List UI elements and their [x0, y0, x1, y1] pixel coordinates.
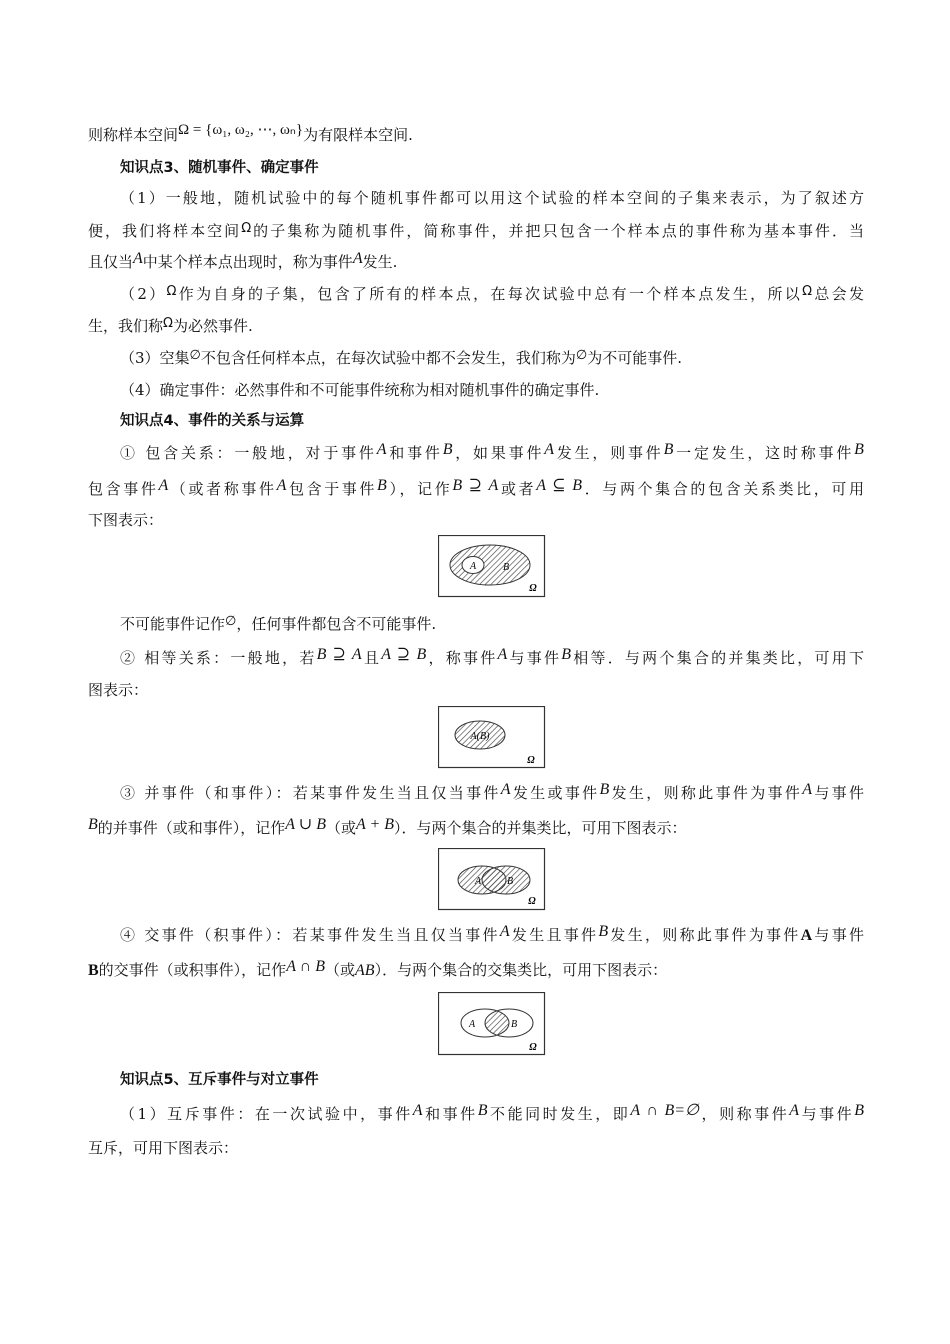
text: 则称样本空间	[88, 126, 179, 144]
text: 一定发生，这时称事件	[673, 444, 855, 462]
section-heading-3: 知识点3、随机事件、确定事件	[120, 160, 319, 176]
text: ）．与两个集合的并集类比，可用下图表示：	[394, 819, 687, 837]
omega-symbol: Ω	[802, 284, 813, 299]
math-a: A	[789, 1102, 800, 1119]
text: 的并事件（或和事件），记作	[97, 819, 286, 837]
text: 或者	[498, 480, 537, 498]
math-b: B	[88, 816, 98, 833]
union-venn-diagram	[438, 848, 546, 911]
text: 与事件	[812, 784, 864, 802]
inclusion-line-1	[120, 443, 864, 464]
text: ② 相等关系：一般地，若	[120, 649, 317, 667]
superset-formula: A ⊇ B	[381, 646, 427, 663]
venn-label-omega: Ω	[527, 755, 535, 766]
empty-set-symbol: ∅	[189, 348, 201, 363]
venn-label-omega: Ω	[529, 1042, 537, 1053]
omega-symbol: Ω	[166, 284, 177, 299]
inclusion-line-3: 下图表示：	[88, 511, 164, 529]
math-b: B	[88, 962, 99, 979]
finite-sample-space-line	[88, 122, 864, 146]
paragraph-1-line-1: （1）一般地，随机试验中的每个随机事件都可以用这个试验的样本空间的子集来表示，为了叙述方	[120, 189, 864, 207]
text: （或	[325, 819, 356, 837]
text: 发生.	[362, 253, 398, 271]
text: 发生，则事件	[554, 444, 664, 462]
text: 发生或事件	[510, 784, 600, 802]
text: ，任何事件都包含不可能事件.	[236, 615, 437, 633]
text: 发生，则称此事件为事件	[608, 926, 801, 944]
text: 中某个样本点出现时，称为事件	[142, 253, 353, 271]
paragraph-3	[120, 348, 864, 370]
math-b: B	[442, 441, 453, 458]
text: 发生且事件	[509, 926, 599, 944]
text: 总会发	[812, 285, 864, 303]
superset-formula: B ⊇ A	[452, 477, 499, 494]
empty-set-symbol: ∅	[575, 348, 588, 363]
math-a: A	[133, 250, 143, 267]
text: 与事件	[799, 1105, 855, 1123]
math-b: B	[598, 923, 609, 940]
text: 且仅当	[88, 253, 134, 271]
math-b: B	[599, 781, 610, 798]
text: 不包含任何样本点，在每次试验中都不会发生，我们称为	[200, 349, 576, 367]
math-b: B	[854, 441, 864, 458]
section-heading-5: 知识点5、互斥事件与对立事件	[120, 1072, 319, 1088]
superset-formula: B ⊇ A	[316, 646, 362, 663]
text: 包含事件	[88, 480, 159, 498]
omega-symbol: Ω	[163, 316, 173, 331]
text: 且	[361, 649, 382, 667]
text: ），记作	[386, 480, 453, 498]
venn-label-ab: A(B)	[470, 731, 490, 742]
text: 生，我们称	[88, 317, 164, 335]
text: 便，我们将样本空间	[88, 222, 242, 240]
union-formula: A ∪ B	[285, 816, 326, 833]
math-a: A	[500, 781, 511, 798]
text: ．与两个集合的包含关系类比，可用	[582, 480, 864, 498]
union-line-2	[88, 818, 864, 839]
venn-label-omega: Ω	[529, 583, 537, 594]
math-b: B	[854, 1102, 864, 1119]
intersection-venn-diagram	[438, 992, 546, 1056]
mutually-exclusive-line-2: 互斥，可用下图表示：	[88, 1139, 239, 1157]
omega-set-formula: Ω = {ω₁, ω₂, ⋯, ωₙ}	[178, 122, 304, 138]
intersection-line-2	[88, 960, 864, 981]
equality-venn-diagram	[438, 706, 546, 769]
math-a: A	[544, 441, 555, 458]
paragraph-4: （4）确定事件：必然事件和不可能事件统称为相对随机事件的确定事件.	[120, 381, 600, 399]
math-b: B	[377, 477, 387, 494]
text: 和事件	[422, 1105, 478, 1123]
text: 为不可能事件.	[587, 349, 682, 367]
text: （2）	[120, 285, 167, 303]
text: ④ 交事件（积事件）：若某事件发生当且仅当事件	[120, 926, 500, 944]
paragraph-1-line-3	[88, 252, 864, 273]
math-b: B	[663, 441, 674, 458]
text: 不能同时发生，即	[487, 1105, 631, 1123]
text: 的子集称为随机事件，简称事件，并把只包含一个样本点的事件称为基本事件．当	[251, 222, 864, 240]
math-a: A	[352, 250, 363, 267]
paragraph-2-line-2	[88, 316, 864, 338]
text: 相等．与两个集合的并集类比，可用下	[571, 649, 864, 667]
product-formula: AB	[355, 962, 375, 979]
venn-label-b: B	[510, 1019, 518, 1030]
math-a: A	[499, 923, 510, 940]
text: 不可能事件记作	[120, 615, 226, 633]
text: 与事件	[507, 649, 562, 667]
section-heading-4: 知识点4、事件的关系与运算	[120, 413, 305, 429]
text: 作为自身的子集，包含了所有的样本点，在每次试验中总有一个样本点发生，所以	[176, 285, 803, 303]
intersection-line-1	[120, 925, 864, 946]
equality-line-2: 图表示：	[88, 681, 149, 699]
math-b: B	[561, 646, 571, 663]
text: ，则称事件	[699, 1105, 790, 1123]
omega-symbol: Ω	[241, 221, 252, 236]
text: 和事件	[386, 444, 443, 462]
math-a: A	[802, 781, 812, 798]
text: 为有限样本空间.	[303, 126, 413, 144]
text: （或者称事件	[168, 480, 277, 498]
venn-label-a: A	[468, 1019, 476, 1030]
text: 发生，则称此事件为事件	[609, 784, 803, 802]
empty-set-symbol: ∅	[225, 614, 237, 629]
text: 为必然事件.	[172, 317, 253, 335]
sum-formula: A + B	[355, 816, 395, 833]
text: ）．与两个集合的交集类比，可用下图表示：	[374, 961, 668, 979]
venn-label-b: B	[506, 876, 514, 887]
paragraph-2-line-1	[120, 284, 864, 306]
text: ③ 并事件（和事件）：若某事件发生当且仅当事件	[120, 784, 501, 802]
equality-line-1	[120, 648, 864, 669]
paragraph-1-line-2	[88, 221, 864, 243]
mutually-exclusive-line-1	[120, 1104, 864, 1125]
venn-label-a: A	[474, 876, 482, 887]
subset-formula: A ⊆ B	[536, 477, 583, 494]
math-a: A	[497, 646, 508, 663]
venn-label-a: A	[469, 561, 477, 572]
text: 与事件	[812, 926, 864, 944]
intersection-formula: A ∩ B	[286, 958, 325, 975]
union-line-1	[120, 783, 864, 804]
math-b: B	[477, 1102, 488, 1119]
text: （3）空集	[120, 349, 190, 367]
math-a: A	[276, 477, 287, 494]
text: ，如果事件	[452, 444, 545, 462]
inclusion-line-2	[88, 479, 864, 500]
disjoint-formula: A ∩ B=∅	[630, 1102, 699, 1119]
text: 的交事件（或积事件），记作	[98, 961, 287, 979]
text: （或	[325, 961, 356, 979]
math-a: A	[158, 477, 169, 494]
text: （1）互斥事件：在一次试验中，事件	[120, 1105, 413, 1123]
text: 包含于事件	[286, 480, 378, 498]
math-a: A	[800, 927, 813, 944]
text: ① 包含关系：一般地，对于事件	[120, 444, 377, 462]
math-a: A	[412, 1102, 423, 1119]
inclusion-venn-diagram	[438, 535, 546, 598]
text: ，称事件	[426, 649, 498, 667]
impossible-event-note	[120, 614, 864, 636]
venn-label-b: B	[502, 562, 510, 573]
math-a: A	[376, 441, 387, 458]
venn-label-omega: Ω	[528, 896, 536, 907]
